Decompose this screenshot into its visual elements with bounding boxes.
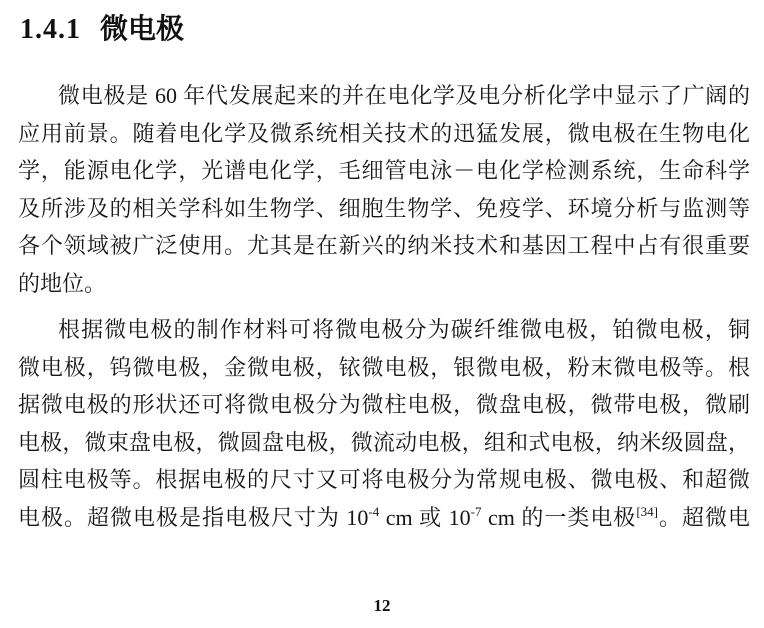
paragraph1-line4: 及所涉及的相关学科如生物学、细胞生物学、免疫学、环境分析与监测等 (18, 195, 750, 221)
paragraph2-line2: 微电极，钨微电极，金微电极，铱微电极，银微电极，粉末微电极等。根 (18, 354, 750, 380)
p2l6-text: cm 的一类电极 (481, 504, 637, 530)
paragraph-1 (18, 77, 750, 302)
p2l6-text: 。超微电 (657, 504, 750, 530)
paragraph-2 (18, 311, 750, 536)
paragraph1-line2: 应用前景。随着电化学及微系统相关技术的迅猛发展，微电极在生物电化 (18, 120, 750, 146)
paragraph1-line1: 微电极是 60 年代发展起来的并在电化学及电分析化学中显示了广阔的 (58, 83, 750, 108)
paragraph2-line5: 圆柱电极等。根据电极的尺寸又可将电极分为常规电极、微电极、和超微 (18, 467, 750, 492)
exponent-minus4: -4 (368, 503, 380, 519)
paragraph2-line3: 据微电极的形状还可将微电极分为微柱电极，微盘电极，微带电极，微刷 (18, 392, 750, 417)
p2l6-text: cm 或 10 (379, 504, 471, 530)
exponent-minus7: -7 (470, 503, 482, 519)
page-number: 12 (373, 596, 391, 615)
paragraph1-line3: 学，能源电化学，光谱电化学，毛细管电泳－电化学检测系统，生命科学 (18, 158, 750, 183)
paragraph2-line4: 电极，微束盘电极，微圆盘电极，微流动电极，组和式电极，纳米级圆盘， (18, 429, 750, 455)
p2l6-text: 电极。超微电极是指电极尺寸为 10 (18, 504, 369, 530)
citation-34: [34] (636, 503, 658, 519)
paragraph1-line5: 各个领域被广泛使用。尤其是在新兴的纳米技术和基因工程中占有很重要 (18, 233, 750, 258)
paragraph2-line6 (18, 499, 750, 537)
section-title: 微电极 (100, 14, 185, 45)
section-number: 1.4.1 (20, 14, 81, 45)
section-heading (20, 13, 184, 47)
paragraph1-line6: 的地位。 (18, 270, 107, 296)
body-text (18, 77, 750, 536)
paragraph2-line1: 根据微电极的制作材料可将微电极分为碳纤维微电极，铂微电极，铜 (58, 317, 750, 342)
